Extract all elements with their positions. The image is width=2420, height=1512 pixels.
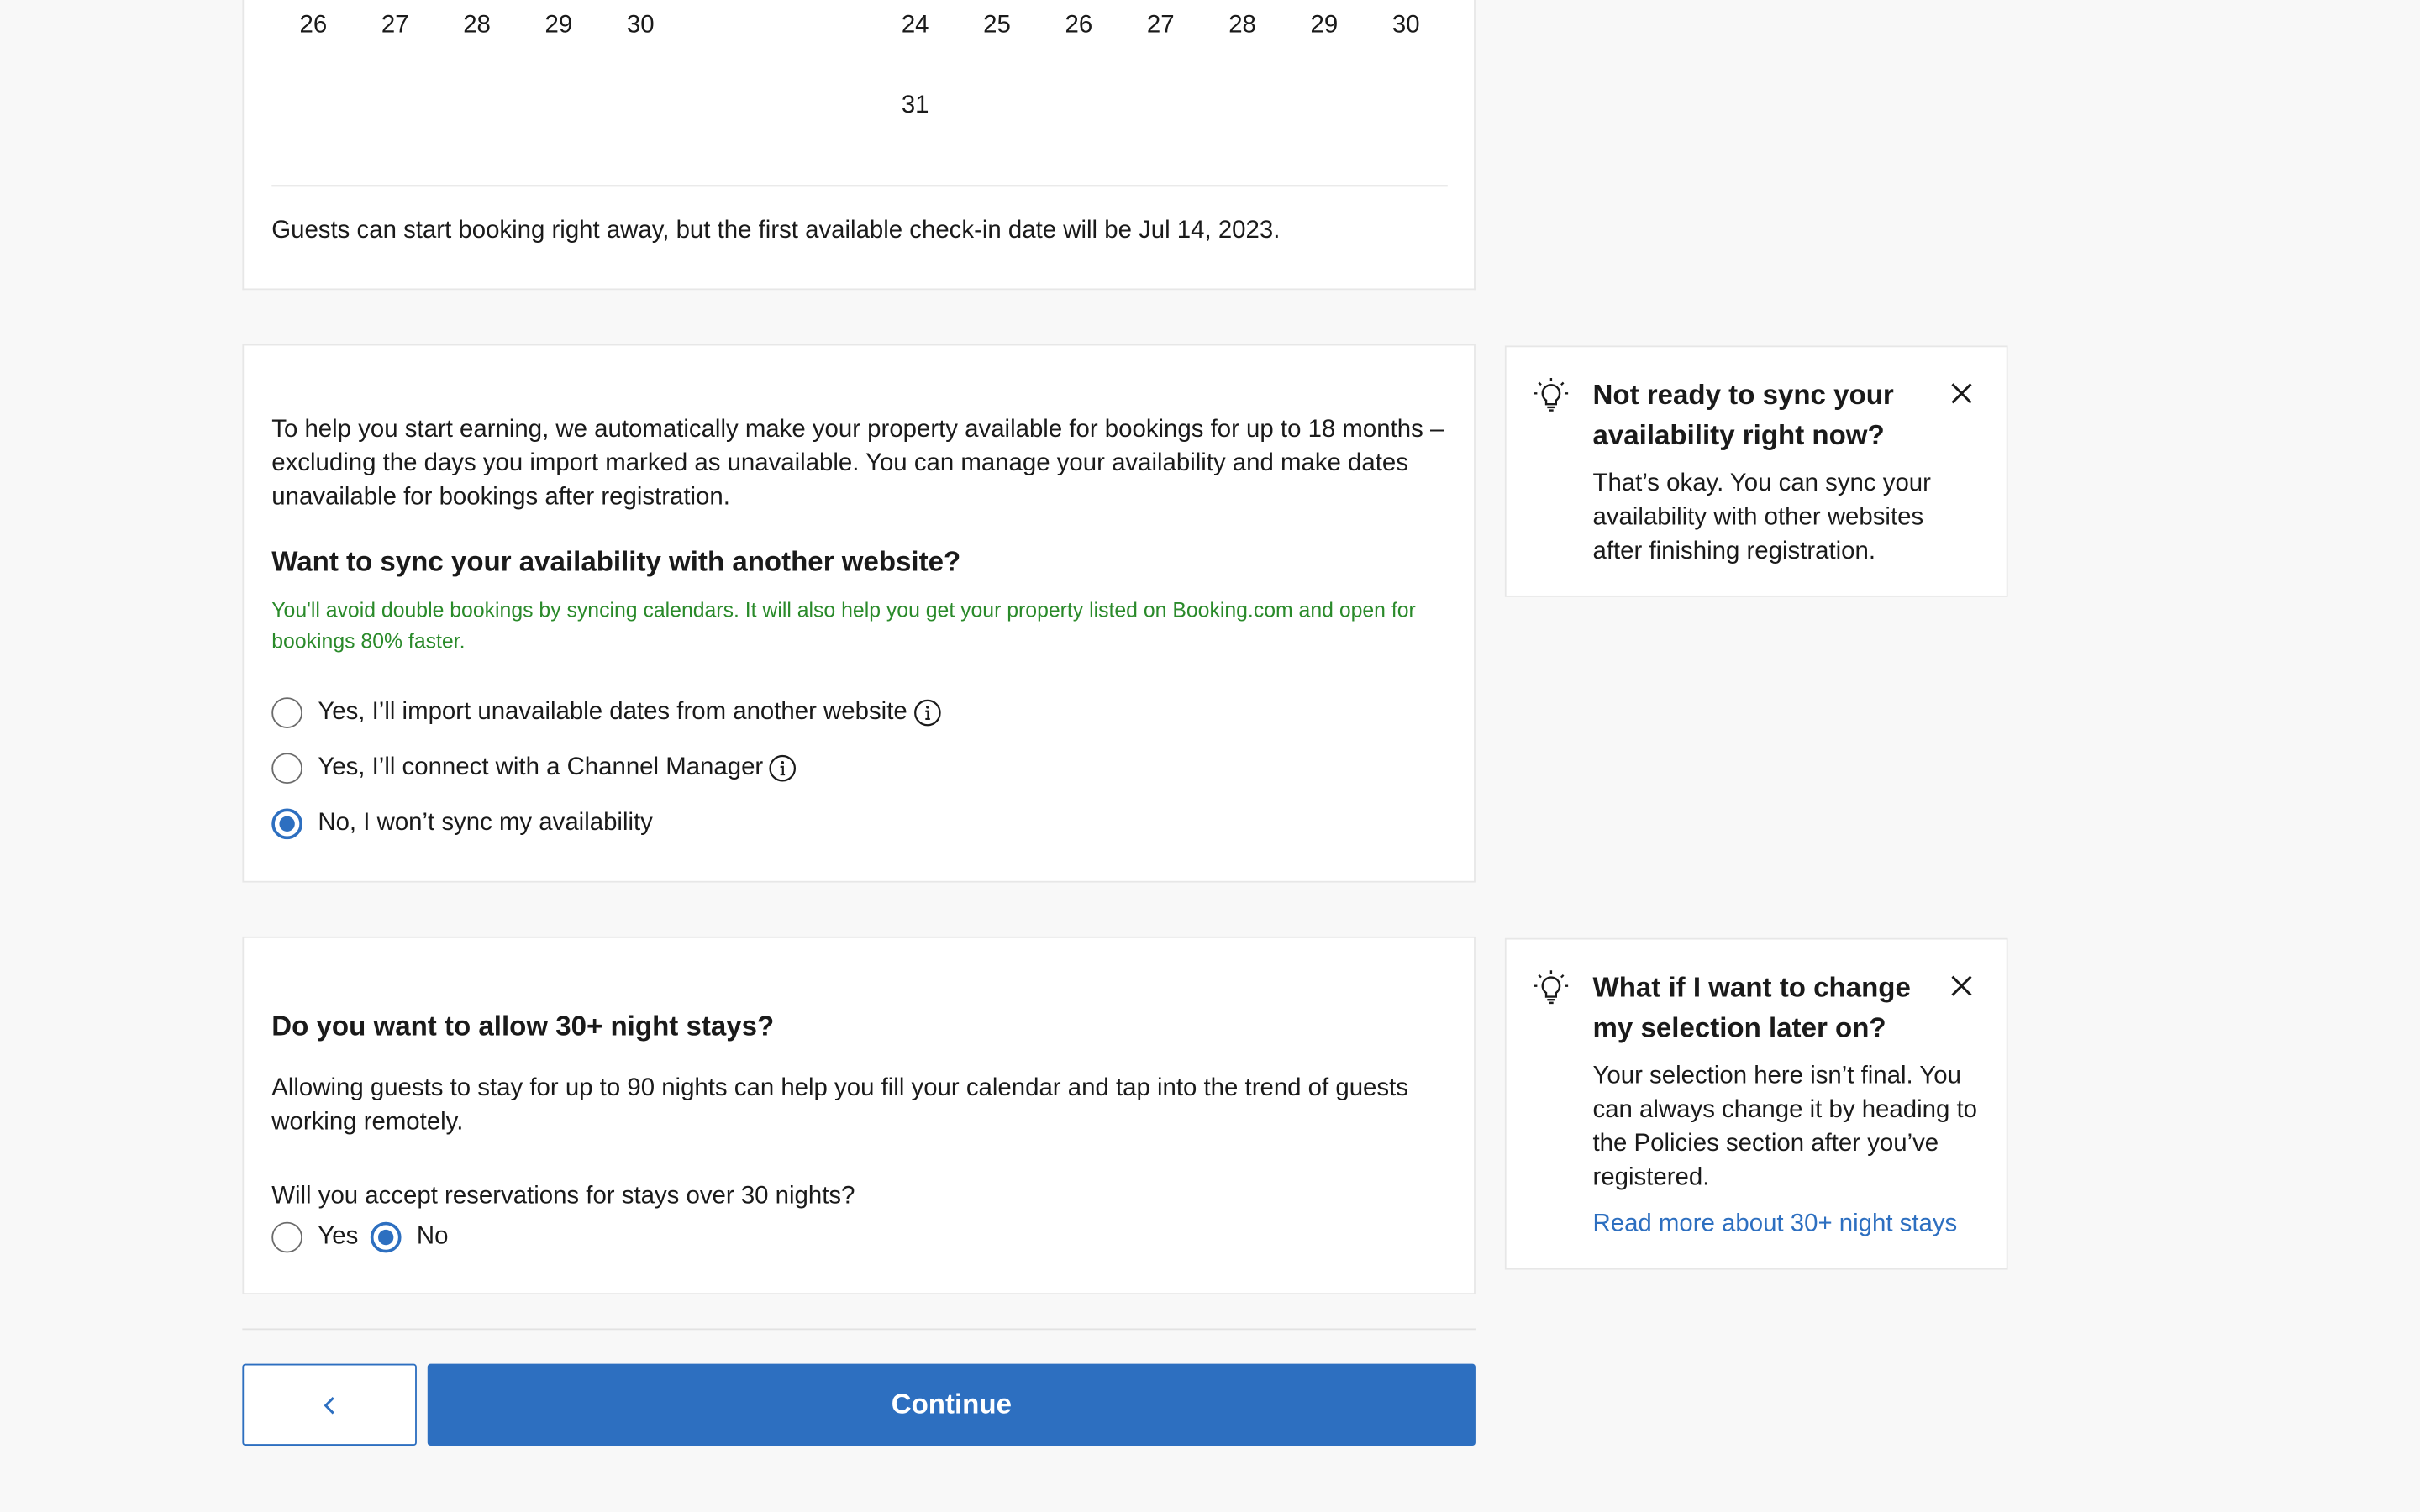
sync-intro-text: To help you start earning, we automatically make your property available for bookings for up to 18 months – excluding the days you import marked as unavailable. You can manage your availability and make dates unavailable for bookings after registration. [271, 416, 1444, 511]
sync-heading: Want to sync your availability with another website? [271, 546, 961, 577]
radio-label: Yes, I’ll import unavailable dates from another website [318, 699, 908, 726]
radio-label: Yes, I’ll connect with a Channel Manager [318, 754, 764, 781]
calendar-divider [271, 185, 1448, 186]
calendar-day[interactable]: 27 [1146, 12, 1175, 39]
info-icon[interactable] [913, 699, 941, 727]
calendar-day[interactable]: 27 [381, 12, 409, 39]
calendar-day[interactable]: 24 [901, 12, 929, 39]
radio-no-sync[interactable] [271, 806, 653, 843]
radio-label: No, I won’t sync my availability [318, 810, 653, 837]
calendar-day[interactable]: 30 [626, 12, 655, 39]
tip-text: That’s okay. You can sync your availability with other websites after finishing registration. [1592, 470, 1931, 565]
radio-label: No [416, 1223, 449, 1250]
calendar-day[interactable]: 25 [983, 12, 1011, 39]
sync-benefit-text: You'll avoid double bookings by syncing calendars. It will also help you get your property listed on Booking.com and open for bookings 80% faster. [271, 598, 1416, 653]
calendar-day[interactable]: 26 [299, 12, 328, 39]
lightbulb-icon [1533, 376, 1570, 413]
sync-availability-card [242, 344, 1476, 883]
info-icon[interactable] [770, 754, 797, 782]
chevron-left-icon [320, 1394, 339, 1415]
calendar-day[interactable]: 28 [463, 12, 491, 39]
read-more-link[interactable]: Read more about 30+ night stays [1592, 1210, 1958, 1238]
calendar-day[interactable]: 26 [1065, 12, 1093, 39]
tip-title: Not ready to sync your availability right now? [1592, 379, 1894, 451]
radio-label: Yes [318, 1223, 359, 1250]
radio-import-dates[interactable] [271, 695, 941, 732]
footer-divider [242, 1328, 1476, 1330]
calendar-day[interactable]: 30 [1392, 12, 1420, 39]
long-stay-heading: Do you want to allow 30+ night stays? [271, 1011, 775, 1042]
radio-button[interactable] [271, 1222, 302, 1253]
radio-button[interactable] [271, 697, 302, 728]
long-stay-description: Allowing guests to stay for up to 90 nights can help you fill your calendar and tap into the trend of guests working remotely. [271, 1075, 1408, 1136]
radio-long-stay-yes[interactable] [271, 1219, 358, 1256]
continue-button[interactable]: Continue [428, 1364, 1476, 1446]
calendar-day[interactable]: 29 [544, 12, 573, 39]
long-stay-tip-card [1505, 938, 2008, 1270]
tip-text: Your selection here isn’t final. You can always change it by heading to the Policies section after you’ve registered. [1592, 1063, 1977, 1191]
long-stay-card [242, 937, 1476, 1294]
lightbulb-icon [1533, 969, 1570, 1005]
close-icon[interactable] [1948, 380, 1975, 407]
calendar-day[interactable]: 29 [1310, 12, 1339, 39]
calendar-day[interactable]: 28 [1228, 12, 1256, 39]
long-stay-question: Will you accept reservations for stays over 30 nights? [271, 1183, 855, 1210]
calendar-card [242, 0, 1476, 290]
radio-button[interactable] [371, 1222, 402, 1253]
booking-note: Guests can start booking right away, but the first available check-in date will be Jul 14, 2023. [271, 217, 1281, 244]
radio-button[interactable] [271, 808, 302, 839]
close-icon[interactable] [1948, 972, 1975, 1000]
tip-title: What if I want to change my selection later on? [1592, 972, 1911, 1043]
radio-long-stay-no[interactable] [371, 1219, 449, 1256]
radio-button[interactable] [271, 753, 302, 784]
radio-channel-manager[interactable] [271, 750, 797, 787]
calendar-day[interactable]: 31 [901, 92, 929, 119]
back-button[interactable] [242, 1364, 417, 1446]
sync-tip-card [1505, 345, 2008, 596]
